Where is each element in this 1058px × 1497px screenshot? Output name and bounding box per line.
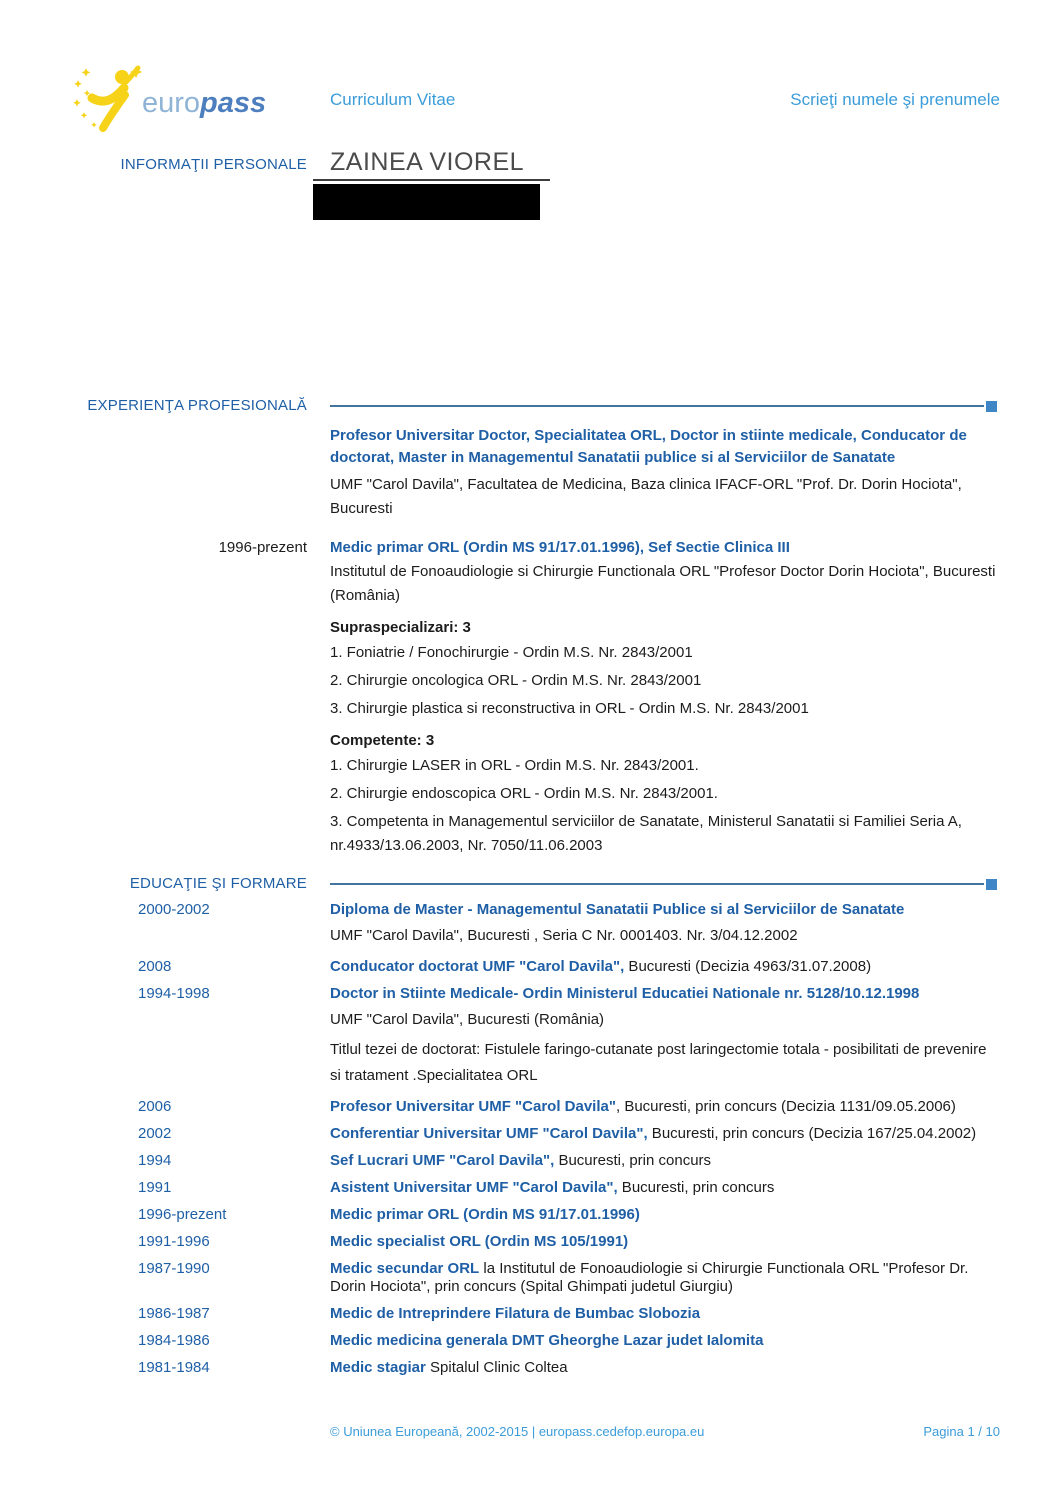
personal-info-label: INFORMAŢII PERSONALE: [120, 156, 307, 173]
education-title-line: [330, 1332, 997, 1350]
education-title: Profesor Universitar UMF "Carol Davila": [330, 1098, 616, 1115]
supraspecializari-list: [330, 641, 997, 721]
cv-content: [0, 398, 1058, 1377]
competente-list: [330, 754, 997, 858]
education-period: 1987-1990: [138, 1260, 210, 1277]
education-title: Sef Lucrari UMF "Carol Davila",: [330, 1152, 555, 1169]
education-title: Diploma de Master - Managementul Sanatatii Publice si al Serviciilor de Sanatate: [330, 901, 905, 918]
redacted-contact-box: [313, 184, 540, 220]
education-extra-lines: [330, 1007, 997, 1089]
education-period: 1984-1986: [138, 1332, 210, 1349]
competente-label: Competente: 3: [330, 732, 435, 749]
education-section-label: EDUCAŢIE ŞI FORMARE: [129, 875, 307, 892]
education-period: 2008: [138, 958, 172, 975]
education-entry: [0, 1206, 1058, 1224]
education-title: Medic primar ORL (Ordin MS 91/17.01.1996): [330, 1206, 640, 1223]
education-title: Conducator doctorat UMF "Carol Davila",: [330, 958, 625, 975]
education-entry: [0, 1098, 1058, 1116]
education-title-line: [330, 901, 997, 919]
education-detail: Bucuresti, prin concurs (Decizia 167/25.04.2002): [647, 1125, 977, 1142]
education-extra-line: UMF "Carol Davila", Bucuresti (România): [330, 1011, 605, 1028]
europass-figure-icon: [72, 64, 150, 136]
education-detail: la Institutul de Fonoaudiologie si Chirurgie Functionala ORL "Profesor Dr. Dorin Hociota", prin concurs (Spital Ghimpati judetul Giurgiu): [330, 1260, 969, 1295]
education-title-line: [330, 985, 997, 1003]
supraspecializari-label: Supraspecializari: 3: [330, 619, 471, 636]
competente-item: 2. Chirurgie endoscopica ORL - Ordin M.S. Nr. 2843/2001.: [330, 785, 718, 802]
education-period: 1996-prezent: [138, 1206, 227, 1223]
education-entry: [0, 1260, 1058, 1296]
education-entry: [0, 1305, 1058, 1323]
education-section-rule: [330, 876, 997, 892]
education-title-line: [330, 1233, 997, 1251]
education-title: Medic de Intreprindere Filatura de Bumbac Slobozia: [330, 1305, 701, 1322]
supraspecializari-item: 2. Chirurgie oncologica ORL - Ordin M.S. Nr. 2843/2001: [330, 672, 702, 689]
section-rule-line: [330, 883, 984, 885]
education-title-line: [330, 1359, 997, 1377]
supraspecializari-item: 1. Foniatrie / Fonochirurgie - Ordin M.S. Nr. 2843/2001: [330, 644, 693, 661]
education-entry: [0, 985, 1058, 1089]
section-rule-line: [330, 405, 984, 407]
education-title-line: [330, 1152, 997, 1170]
education-detail: , Bucuresti, prin concurs (Decizia 1131/09.05.2006): [615, 1098, 956, 1115]
experience-section-rule: [330, 398, 997, 414]
education-period: 1991-1996: [138, 1233, 210, 1250]
experience-section-label: EXPERIENŢA PROFESIONALĂ: [87, 397, 307, 414]
education-period: 1991: [138, 1179, 172, 1196]
experience-role-org: Institutul de Fonoaudiologie si Chirurgie Functionala ORL "Profesor Doctor Dorin Hociota", Bucuresti (România): [330, 563, 996, 604]
person-name: ZAINEA VIOREL: [313, 148, 550, 181]
education-title-line: [330, 1179, 997, 1197]
education-detail: Spitalul Clinic Coltea: [425, 1359, 568, 1376]
experience-details-row: [0, 557, 1058, 858]
education-period: 1986-1987: [138, 1305, 210, 1322]
education-period: 1981-1984: [138, 1359, 210, 1376]
logo-text-pass: pass: [200, 86, 267, 119]
experience-section-header: [0, 398, 1058, 414]
education-extra-lines: [330, 923, 997, 949]
education-extra-line: Titlul tezei de doctorat: Fistulele faringo-cutanate post laringectomie totala - posibilitati de prevenire si tratament .Specialitatea ORL: [330, 1041, 987, 1084]
education-period: 1994: [138, 1152, 172, 1169]
supraspecializari-item: 3. Chirurgie plastica si reconstructiva in ORL - Ordin M.S. Nr. 2843/2001: [330, 700, 809, 717]
education-entry: [0, 1125, 1058, 1143]
competente-item: 3. Competenta in Managementul serviciilor de Sanatate, Ministerul Sanatatii si Familiei Seria A, nr.4933/13.06.2003, Nr. 7050/11.06.2003: [330, 813, 962, 854]
education-detail: Bucuresti, prin concurs: [554, 1152, 712, 1169]
education-period: 2002: [138, 1125, 172, 1142]
education-title-line: [330, 1206, 997, 1224]
personal-info-row: [0, 148, 997, 220]
education-entry: [0, 1152, 1058, 1170]
logo-text-euro: euro: [142, 86, 201, 119]
education-section-header: [0, 876, 1058, 892]
experience-headline-row: [0, 414, 1058, 521]
education-entry: [0, 901, 1058, 949]
education-entry: [0, 958, 1058, 976]
education-title: Conferentiar Universitar UMF "Carol Davila",: [330, 1125, 648, 1142]
education-title-line: [330, 1125, 997, 1143]
experience-headline-org: UMF "Carol Davila", Facultatea de Medicina, Baza clinica IFACF-ORL "Prof. Dr. Dorin Hociota", Bucuresti: [330, 476, 962, 517]
education-period: 2006: [138, 1098, 172, 1115]
europass-logo: [72, 64, 266, 136]
document-title: Curriculum Vitae: [330, 90, 456, 109]
education-title: Medic secundar ORL: [330, 1260, 480, 1277]
section-rule-square: [986, 879, 997, 890]
experience-headline-title: Profesor Universitar Doctor, Specialitatea ORL, Doctor in stiinte medicale, Conducator de doctorat, Master in Managementul Sanatatii publice si al Serviciilor de Sanatate: [330, 427, 967, 466]
education-title-line: [330, 1305, 997, 1323]
education-title-line: [330, 958, 997, 976]
education-title: Asistent Universitar UMF "Carol Davila",: [330, 1179, 618, 1196]
name-placeholder-hint: Scrieţi numele şi prenumele: [790, 90, 1000, 109]
logo-wordmark: [142, 87, 266, 120]
experience-period: 1996-prezent: [218, 539, 307, 556]
experience-role-title: Medic primar ORL (Ordin MS 91/17.01.1996), Sef Sectie Clinica III: [330, 539, 790, 556]
footer-copyright: © Uniunea Europeană, 2002-2015 | europass.cedefop.europa.eu: [330, 1424, 705, 1439]
experience-role-row: [0, 539, 1058, 557]
education-period: 2000-2002: [138, 901, 210, 918]
education-entry: [0, 1233, 1058, 1251]
education-period: 1994-1998: [138, 985, 210, 1002]
section-rule-square: [986, 401, 997, 412]
education-title-line: [330, 1098, 997, 1116]
education-detail: Bucuresti, prin concurs: [617, 1179, 775, 1196]
education-entry: [0, 1359, 1058, 1377]
education-title: Doctor in Stiinte Medicale- Ordin Ministerul Educatiei Nationale nr. 5128/10.12.1998: [330, 985, 920, 1002]
footer-page-number: Pagina 1 / 10: [923, 1424, 1000, 1439]
education-title: Medic medicina generala DMT Gheorghe Lazar judet Ialomita: [330, 1332, 764, 1349]
education-title-line: [330, 1260, 997, 1296]
education-entry: [0, 1332, 1058, 1350]
education-entries: [0, 901, 1058, 1377]
education-entry: [0, 1179, 1058, 1197]
education-title: Medic stagiar: [330, 1359, 426, 1376]
education-detail: Bucuresti (Decizia 4963/31.07.2008): [624, 958, 872, 975]
education-extra-line: UMF "Carol Davila", Bucuresti , Seria C Nr. 0001403. Nr. 3/04.12.2002: [330, 927, 798, 944]
competente-item: 1. Chirurgie LASER in ORL - Ordin M.S. Nr. 2843/2001.: [330, 757, 699, 774]
education-title: Medic specialist ORL (Ordin MS 105/1991): [330, 1233, 629, 1250]
